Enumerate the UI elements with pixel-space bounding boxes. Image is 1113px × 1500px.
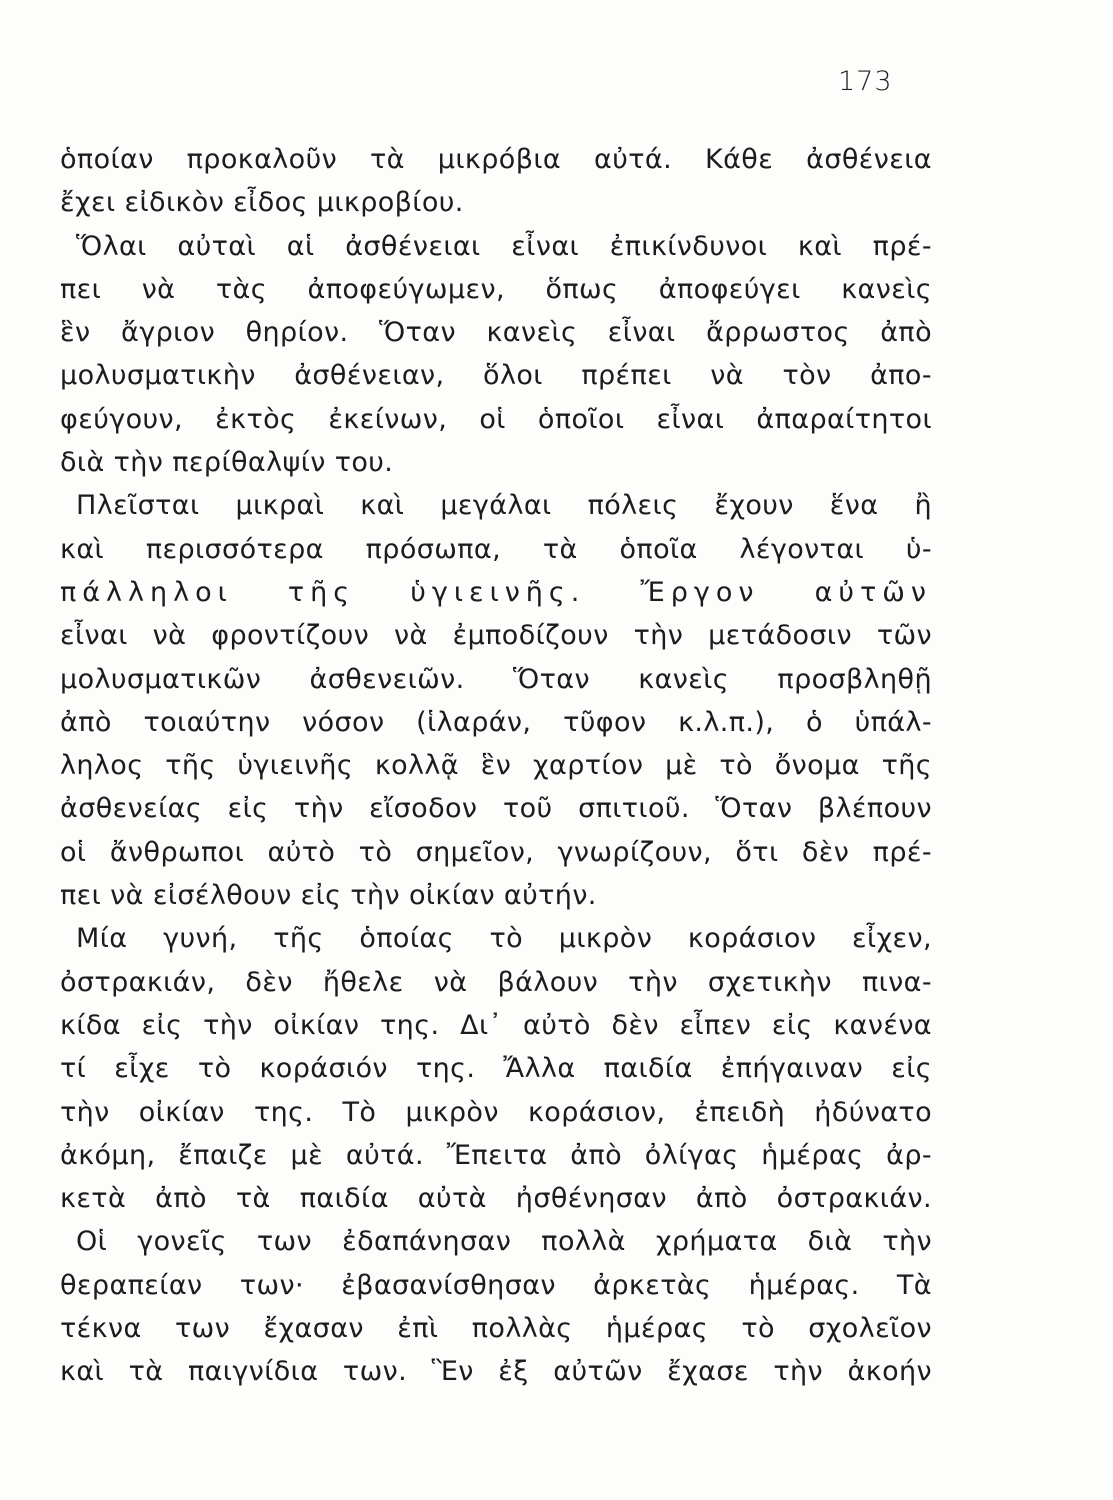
text-line: ἀκόμη, ἔπαιζε μὲ αὐτά. Ἔπειτα ἀπὸ ὀλίγας ἡμέρας ἀρ- <box>60 1139 932 1171</box>
text-line: ἔχει εἰδικὸν εἶδος μικροβίου. <box>60 187 464 219</box>
text-line: πει νὰ εἰσέλθουν εἰς τὴν οἰκίαν αὐτήν. <box>60 880 597 912</box>
text-line: ὁποίαν προκαλοῦν τὰ μικρόβια αὐτά. Κάθε ἀσθένεια <box>60 144 932 175</box>
text-line: τί εἶχε τὸ κοράσιόν της. Ἄλλα παιδία ἐπήγαιναν εἰς <box>60 1053 932 1085</box>
text-line: θεραπείαν των· ἐβασανίσθησαν ἀρκετὰς ἡμέρας. Τὰ <box>60 1269 932 1301</box>
text-line: φεύγουν, ἐκτὸς ἐκείνων, οἱ ὁποῖοι εἶναι ἀπαραίτητοι <box>60 403 932 435</box>
text-line: ἀσθενείας εἰς τὴν εἴσοδον τοῦ σπιτιοῦ. Ὅταν βλέπουν <box>60 793 932 825</box>
body-text <box>60 138 932 1394</box>
text-line: ἓν ἄγριον θηρίον. Ὅταν κανεὶς εἶναι ἄρρωστος ἀπὸ <box>60 317 932 349</box>
text-line: ὀστρακιάν, δὲν ἤθελε νὰ βάλουν τὴν σχετικὴν πινα- <box>60 966 932 998</box>
text-line: καὶ τὰ παιγνίδια των. Ἓν ἐξ αὐτῶν ἔχασε τὴν ἀκοήν <box>60 1356 932 1388</box>
text-line: ληλος τῆς ὑγιεινῆς κολλᾷ ἓν χαρτίον μὲ τὸ ὄνομα τῆς <box>60 750 932 782</box>
text-line: μολυσματικὴν ἀσθένειαν, ὅλοι πρέπει νὰ τὸν ἀπο- <box>60 360 932 392</box>
text-line: Οἱ γονεῖς των ἐδαπάνησαν πολλὰ χρήματα διὰ τὴν <box>76 1226 932 1258</box>
text-line: Ὅλαι αὐταὶ αἱ ἀσθένειαι εἶναι ἐπικίνδυνοι καὶ πρέ- <box>76 230 932 262</box>
text-line: τὴν οἰκίαν της. Τὸ μικρὸν κοράσιον, ἐπειδὴ ἠδύνατο <box>60 1096 932 1128</box>
text-line: Μία γυνή, τῆς ὁποίας τὸ μικρὸν κοράσιον εἶχεν, <box>76 923 932 955</box>
page-number: 173 <box>838 66 893 97</box>
text-line: διὰ τὴν περίθαλψίν του. <box>60 447 394 479</box>
text-line: πάλληλοι τῆς ὑγιεινῆς. Ἔργον αὐτῶν <box>60 576 932 608</box>
text-line: τέκνα των ἔχασαν ἐπὶ πολλὰς ἡμέρας τὸ σχολεῖον <box>60 1313 932 1345</box>
text-line: ἀπὸ τοιαύτην νόσον (ἱλαράν, τῦφον κ.λ.π.), ὁ ὑπάλ- <box>60 706 932 738</box>
text-line: οἱ ἄνθρωποι αὐτὸ τὸ σημεῖον, γνωρίζουν, ὅτι δὲν πρέ- <box>60 836 932 868</box>
text-line: πει νὰ τὰς ἀποφεύγωμεν, ὅπως ἀποφεύγει κανεὶς <box>60 273 932 305</box>
text-line: κίδα εἰς τὴν οἰκίαν της. Δι᾽ αὐτὸ δὲν εἶπεν εἰς κανένα <box>60 1009 932 1041</box>
text-line: εἶναι νὰ φροντίζουν νὰ ἐμποδίζουν τὴν μετάδοσιν τῶν <box>60 620 932 652</box>
text-line: καὶ περισσότερα πρόσωπα, τὰ ὁποῖα λέγονται ὑ- <box>60 533 932 565</box>
text-line: κετὰ ἀπὸ τὰ παιδία αὐτὰ ἠσθένησαν ἀπὸ ὀστρακιάν. <box>60 1183 932 1215</box>
text-line: μολυσματικῶν ἀσθενειῶν. Ὅταν κανεὶς προσβληθῇ <box>60 663 932 695</box>
text-line: Πλεῖσται μικραὶ καὶ μεγάλαι πόλεις ἔχουν ἕνα ἢ <box>76 490 932 522</box>
